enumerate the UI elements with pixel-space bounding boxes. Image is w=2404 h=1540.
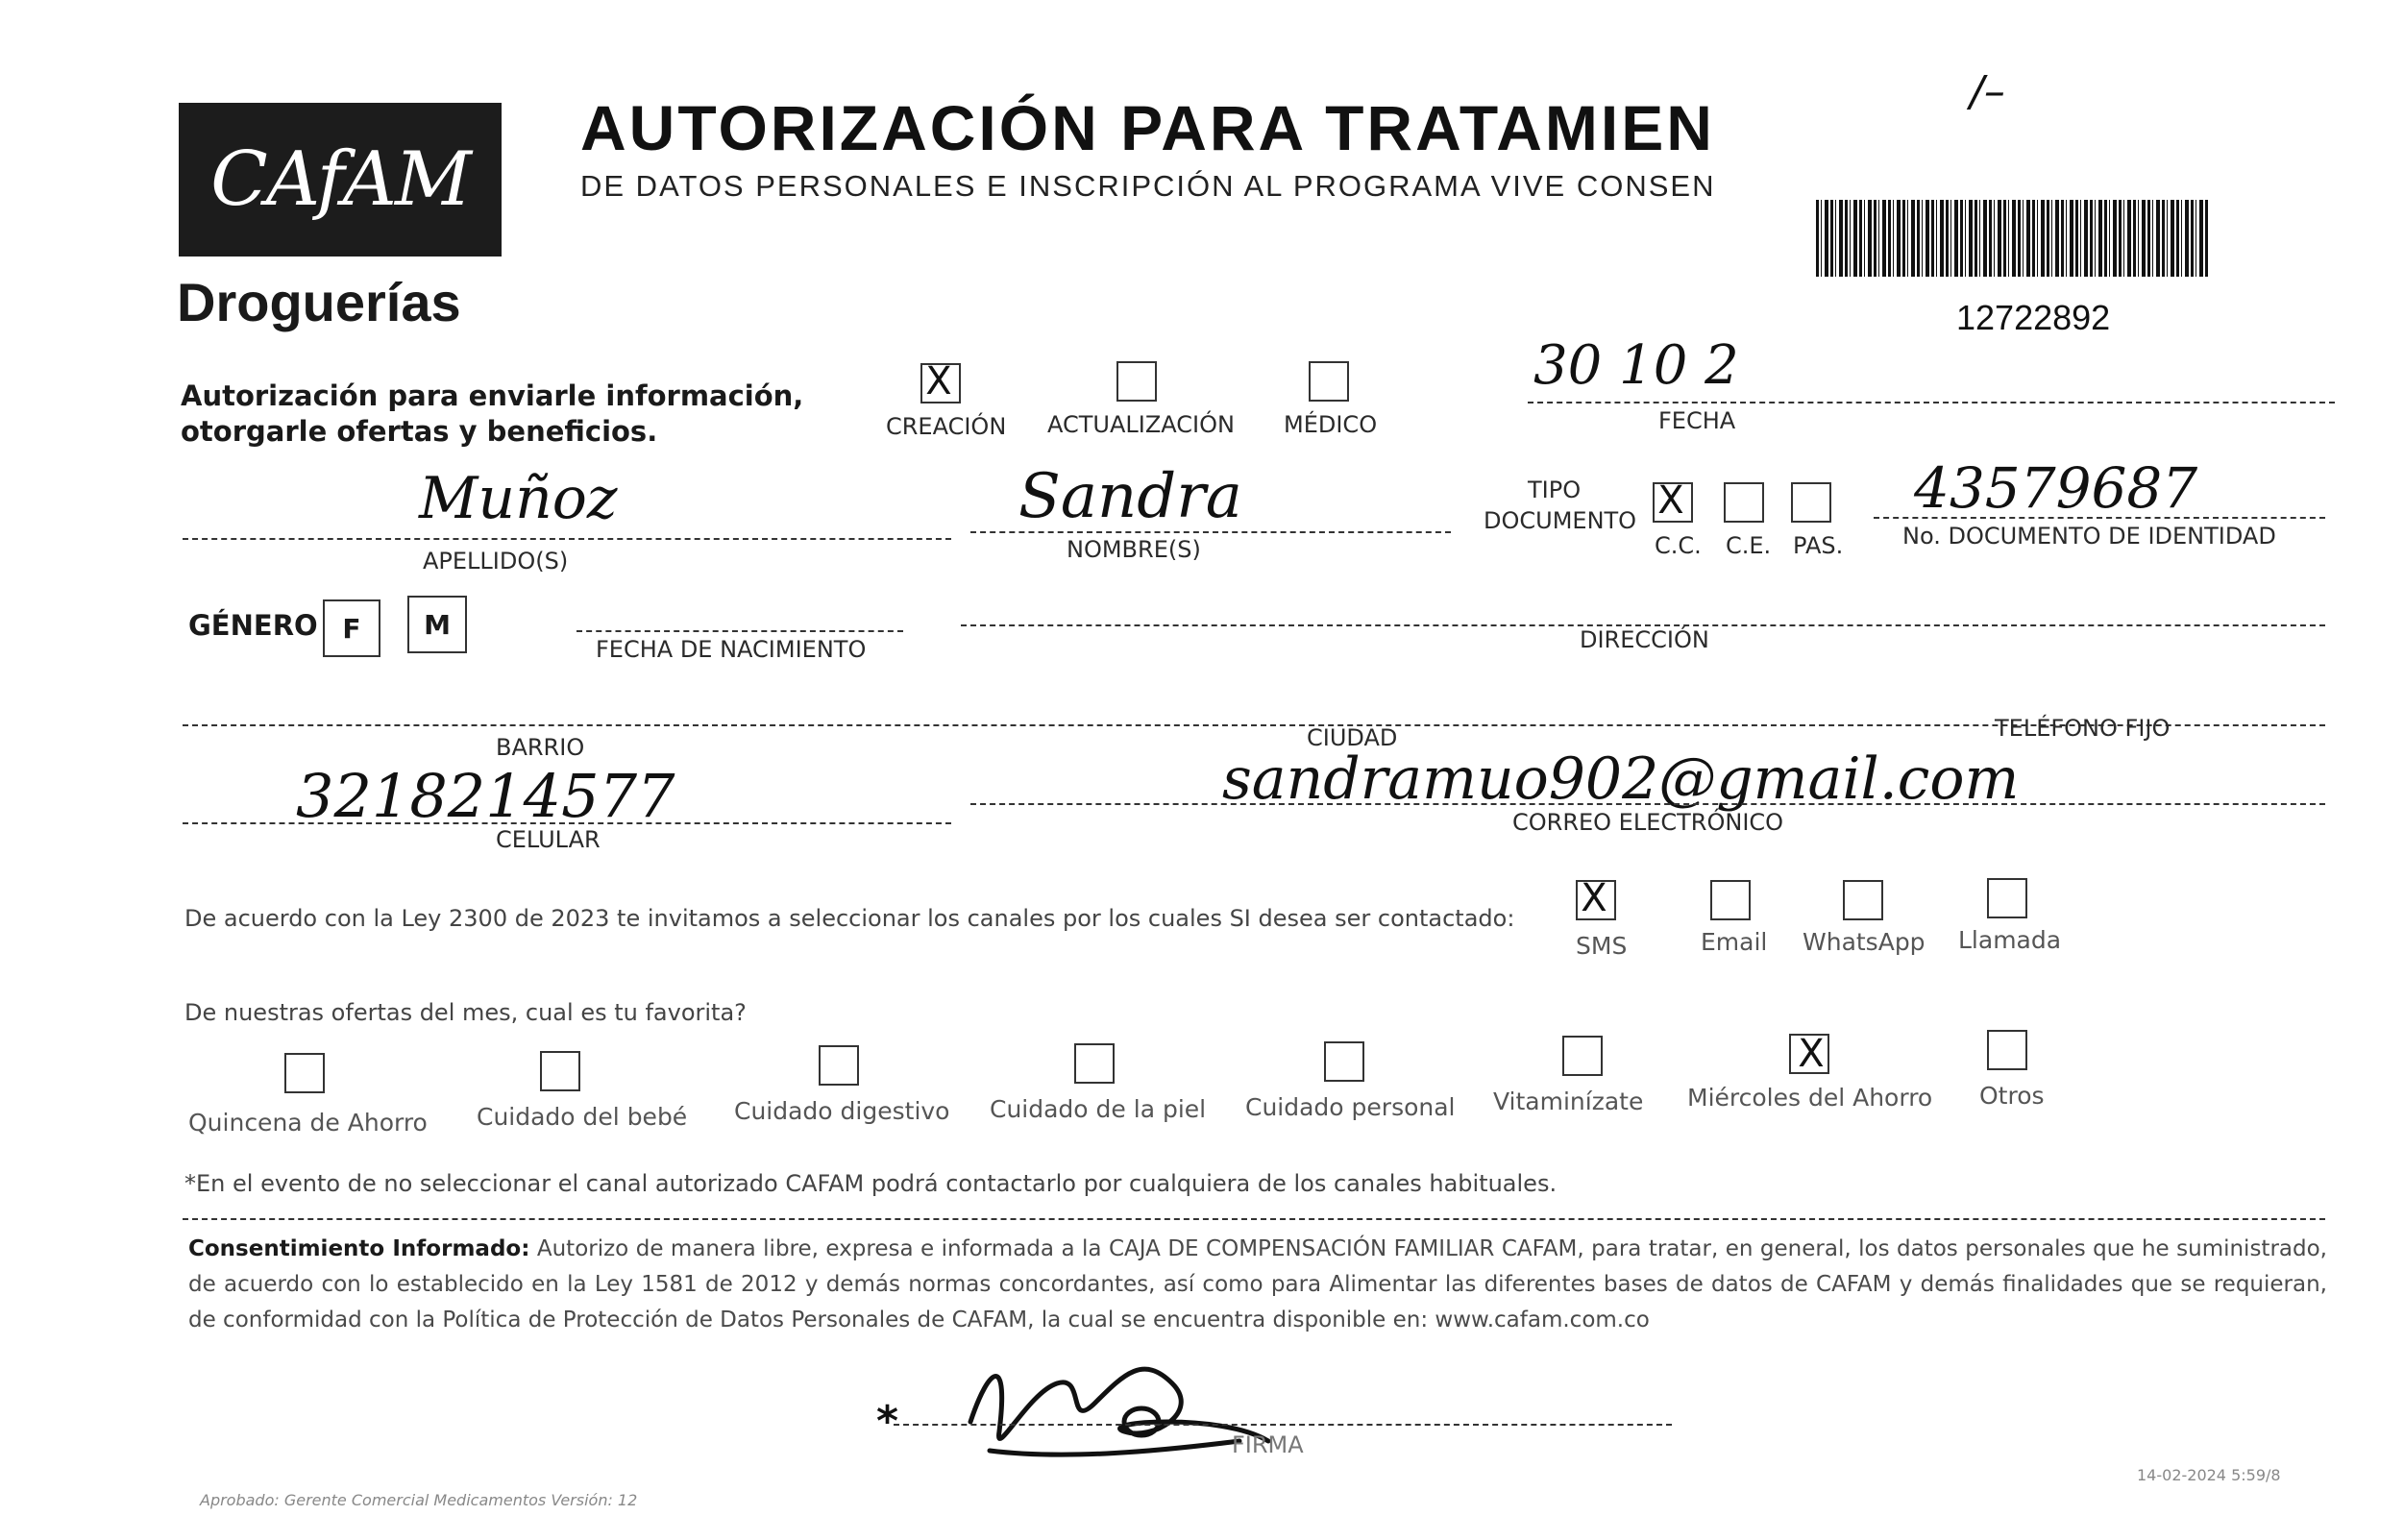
whatsapp-checkbox[interactable] [1843,880,1883,920]
offers-question: De nuestras ofertas del mes, cual es tu favorita? [184,999,747,1026]
miercoles-label: Miércoles del Ahorro [1687,1084,1933,1112]
doc-number-line [1874,517,2325,519]
corner-mark: /– [1970,67,2005,116]
barcode-number: 12722892 [1956,298,2111,337]
signature-asterisk: * [876,1397,899,1446]
celular-label: CELULAR [496,826,601,853]
channels-question: De acuerdo con la Ley 2300 de 2023 te invitamos a seleccionar los canales por los cuales SI desea ser contactado: [184,905,1515,932]
apellido-value[interactable]: Muñoz [419,465,618,532]
actualizacion-label: ACTUALIZACIÓN [1047,411,1235,438]
brand-subtitle: Droguerías [177,272,461,332]
correo-line [970,803,2325,805]
digestivo-label: Cuidado digestivo [734,1097,950,1125]
intro-line-2: otorgarle ofertas y beneficios. [181,415,658,448]
footnote: *En el evento de no seleccionar el canal autorizado CAFAM podrá contactarlo por cualquiera de los canales habituales. [184,1170,1558,1197]
footer-code: 14-02-2024 5:59/8 [2137,1466,2281,1484]
genero-m-option[interactable] [407,596,467,653]
creacion-check-mark: X [925,359,952,403]
miercoles-check-mark: X [1798,1032,1825,1076]
genero-f-label: F [342,612,361,645]
llamada-checkbox[interactable] [1987,878,2027,918]
bebe-checkbox[interactable] [540,1051,580,1091]
fecha-nac-line [576,630,903,632]
fecha-label: FECHA [1658,407,1736,434]
correo-value[interactable]: sandramuo902@gmail.com [1222,746,2020,813]
correo-label: CORREO ELECTRÓNICO [1512,809,1784,836]
personal-label: Cuidado personal [1245,1093,1456,1121]
tipo-label-2: DOCUMENTO [1484,507,1637,534]
direccion-label: DIRECCIÓN [1580,626,1709,653]
consent-text [188,1232,2327,1338]
email-label: Email [1701,928,1768,956]
consent-heading: Consentimiento Informado: [188,1236,530,1261]
barrio-label: BARRIO [496,734,585,761]
otros-label: Otros [1979,1082,2045,1110]
celular-line [183,822,951,824]
creacion-label: CREACIÓN [886,413,1007,440]
email-checkbox[interactable] [1710,880,1751,920]
bebe-label: Cuidado del bebé [477,1103,688,1131]
llamada-label: Llamada [1958,926,2062,954]
medico-checkbox[interactable] [1309,361,1349,402]
signature-line [894,1424,1672,1426]
nombre-line [970,531,1451,533]
whatsapp-label: WhatsApp [1803,928,1926,956]
page-title: AUTORIZACIÓN PARA TRATAMIEN [580,92,1715,163]
celular-value[interactable]: 3218214577 [296,761,675,831]
cafam-logo-text: CAfAM [210,136,470,223]
quincena-label: Quincena de Ahorro [188,1109,428,1137]
actualizacion-checkbox[interactable] [1116,361,1157,402]
quincena-checkbox[interactable] [284,1053,325,1093]
sms-check-mark: X [1581,876,1607,920]
genero-label: GÉNERO [188,609,318,642]
fecha-nac-label: FECHA DE NACIMIENTO [596,636,867,663]
vitaminizate-checkbox[interactable] [1562,1036,1603,1076]
consent-body: Autorizo de manera libre, expresa e informada a la CAJA DE COMPENSACIÓN FAMILIAR CAFAM, para tratar, en general, los datos personales que he suministrado, de acuerdo con lo establecido en la Ley 1581 de 2012 y demás normas concordantes, así como para Alimentar las diferentes bases de datos de CAFAM y demás finalidades que se requieran, de conformidad con la Política de Protección de Datos Personales de CAFAM, la cual se encuentra disponible en: www.cafam.com.co [188,1236,2327,1332]
personal-checkbox[interactable] [1324,1041,1364,1082]
piel-label: Cuidado de la piel [990,1095,1207,1123]
footer-approval: Aprobado: Gerente Comercial Medicamentos Versión: 12 [200,1491,638,1509]
page-subtitle: DE DATOS PERSONALES E INSCRIPCIÓN AL PROGRAMA VIVE CONSEN [580,169,1716,203]
nombre-label: NOMBRE(S) [1067,536,1201,563]
piel-checkbox[interactable] [1074,1043,1115,1084]
barcode [1816,200,2210,277]
tipo-label-1: TIPO [1528,477,1582,503]
doc-number-value[interactable]: 43579687 [1914,455,2198,521]
vitaminizate-label: Vitaminízate [1493,1088,1644,1115]
telefono-label: TELÉFONO FIJO [1995,715,2171,742]
separator-line [183,1218,2325,1220]
nombre-value[interactable]: Sandra [1018,461,1242,532]
cc-check-mark: X [1657,478,1684,523]
fecha-value[interactable]: 30 10 2 [1533,334,1739,397]
intro-line-1: Autorización para enviarle información, [181,379,804,412]
medico-label: MÉDICO [1284,411,1378,438]
cc-label: C.C. [1655,532,1702,559]
doc-number-label: No. DOCUMENTO DE IDENTIDAD [1902,523,2276,550]
ciudad-label: CIUDAD [1307,724,1398,751]
genero-m-label: M [424,608,451,641]
signature-label: FIRMA [1232,1431,1304,1458]
apellido-label: APELLIDO(S) [423,548,569,574]
fecha-line [1528,402,2335,403]
apellido-line [183,538,951,540]
cafam-logo [179,103,502,257]
genero-f-option[interactable] [323,599,380,657]
pas-label: PAS. [1793,532,1844,559]
ce-label: C.E. [1726,532,1772,559]
digestivo-checkbox[interactable] [819,1045,859,1086]
sms-label: SMS [1576,932,1628,960]
pas-checkbox[interactable] [1791,482,1831,523]
otros-checkbox[interactable] [1987,1030,2027,1070]
ce-checkbox[interactable] [1724,482,1764,523]
